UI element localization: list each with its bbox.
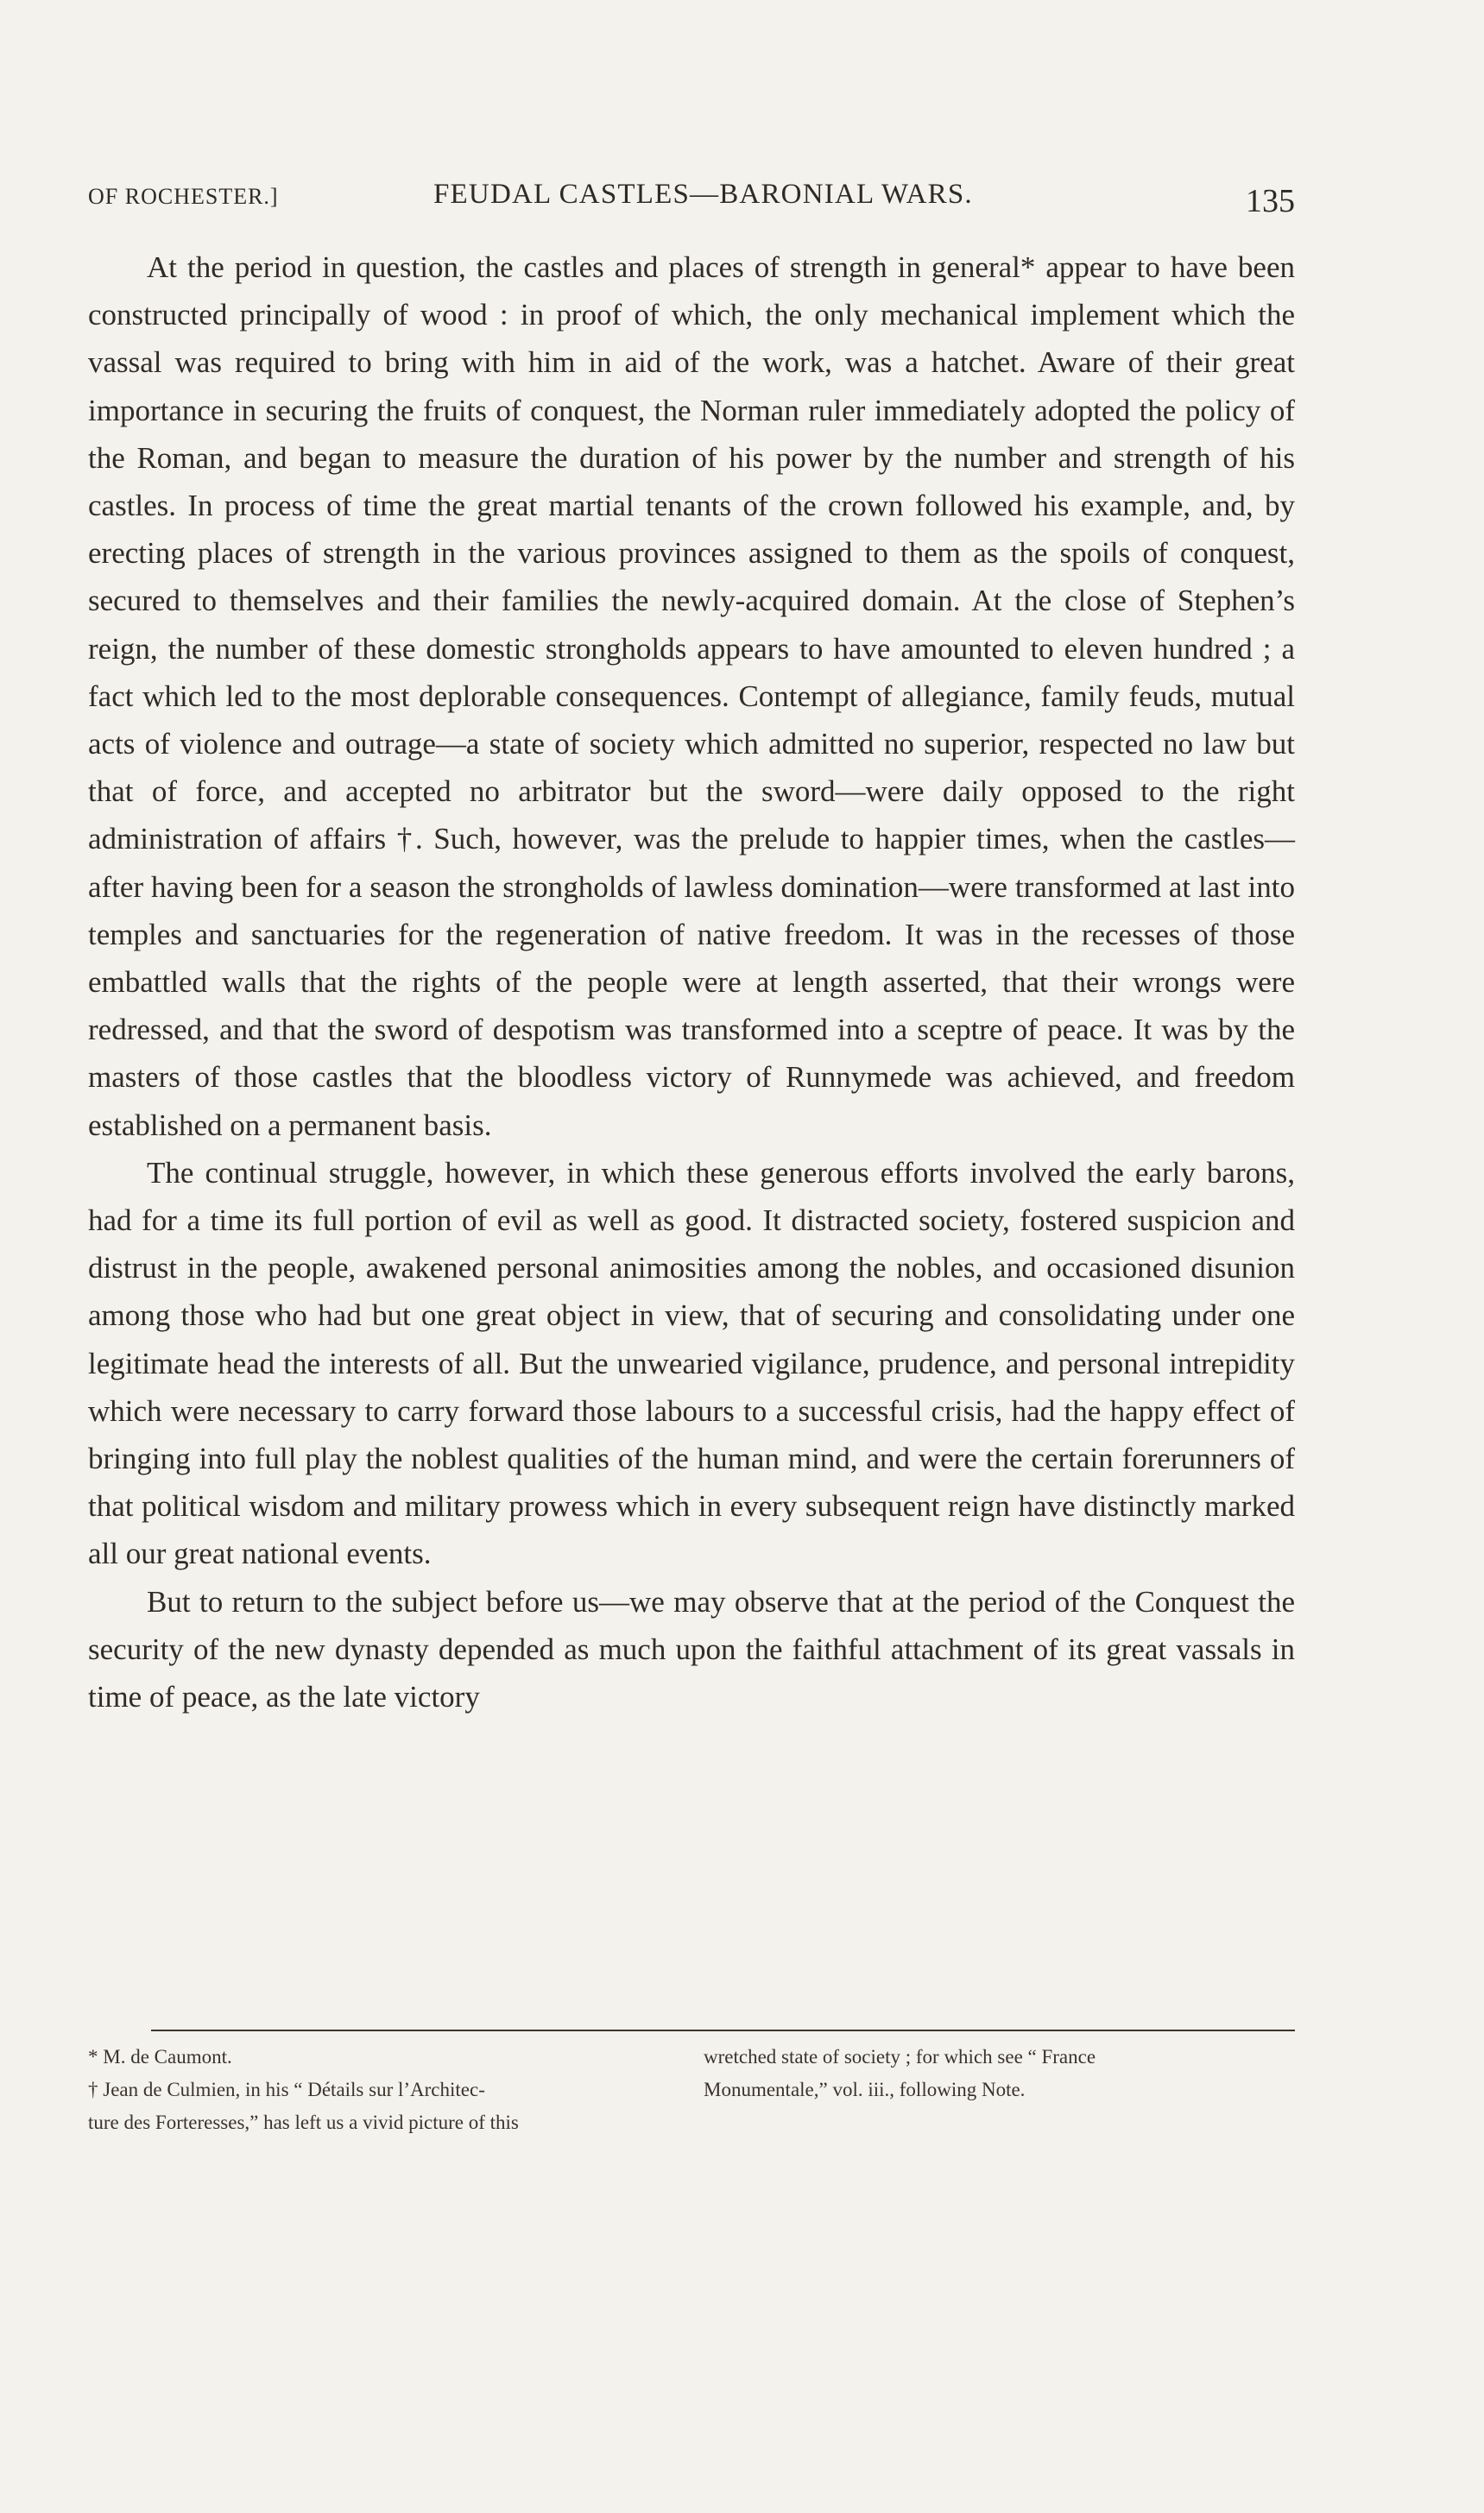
footnote-line: * M. de Caumont. (88, 2046, 232, 2068)
footnotes (88, 2041, 1295, 2144)
paragraph: At the period in question, the castles and places of strength in general* appear to have been constructed principally of wood : in proof of which, the only mechanical implement which the vassal was required to bring with him in aid of the work, was a hatchet. Aware of their great importance in securing the fruits of conquest, the Norman ruler immediately adopted the policy of the Roman, and began to measure the duration of his power by the number and strength of his castles. In process of time the great martial tenants of the crown followed his example, and, by erecting places of strength in the various provinces assigned to them as the spoils of conquest, secured to themselves and their families the newly-acquired domain. At the close of Stephen’s reign, the number of these domestic strongholds appears to have amounted to eleven hundred ; a fact which led to the most deplorable consequences. Contempt of allegiance, family feuds, mutual acts of violence and outrage—a state of society which admitted no superior, respected no law but that of force, and accepted no arbitrator but the sword—were daily opposed to the right administration of affairs †. Such, however, was the prelude to happier times, when the castles—after having been for a season the strongholds of lawless domination—were transformed at last into temples and sanctuaries for the regeneration of native freedom. It was in the recesses of those embattled walls that the rights of the people were at length asserted, that their wrongs were redressed, and that the sword of despotism was transformed into a sceptre of peace. It was by the masters of those castles that the bloodless victory of Runnymede was achieved, and freedom established on a permanent basis. (88, 250, 1295, 1142)
paragraph: The continual struggle, however, in which these generous efforts involved the early barons, had for a time its full portion of evil as well as good. It distracted society, fostered suspicion and distrust in the people, awakened personal animosities among the nobles, and occasioned disunion among those who had but one great object in view, that of securing and consolidating under one legitimate head the interests of all. But the unwearied vigilance, prudence, and personal intrepidity which were necessary to carry forward those labours to a successful crisis, had the happy effect of bringing into full play the noblest qualities of the human mind, and were the certain forerunners of that political wisdom and military prowess which in every subsequent reign have distinctly marked all our great national events. (88, 1155, 1295, 1571)
header-section-label: OF ROCHESTER.] (88, 184, 279, 209)
paragraph: But to return to the subject before us—we may observe that at the period of the Conquest the security of the new dynasty depended as much upon the faithful attachment of its great vassals in time of peace, as the late victory (88, 1584, 1295, 1714)
running-header (88, 177, 1295, 229)
header-title: FEUDAL CASTLES—BARONIAL WARS. (433, 179, 973, 210)
main-text (88, 243, 1295, 1721)
footnote-divider (151, 2030, 1295, 2031)
footnotes-right-column (704, 2041, 1295, 2106)
footnote-line: wretched state of society ; for which see “ France (704, 2046, 1096, 2068)
footnote-line: ture des Forteresses,” has left us a vivid picture of this (88, 2112, 519, 2133)
page-number: 135 (1246, 183, 1295, 219)
footnote-line: Monumentale,” vol. iii., following Note. (704, 2079, 1026, 2100)
footnotes-left-column (88, 2041, 692, 2139)
footnote-line: † Jean de Culmien, in his “ Détails sur l’Architec- (88, 2079, 485, 2100)
